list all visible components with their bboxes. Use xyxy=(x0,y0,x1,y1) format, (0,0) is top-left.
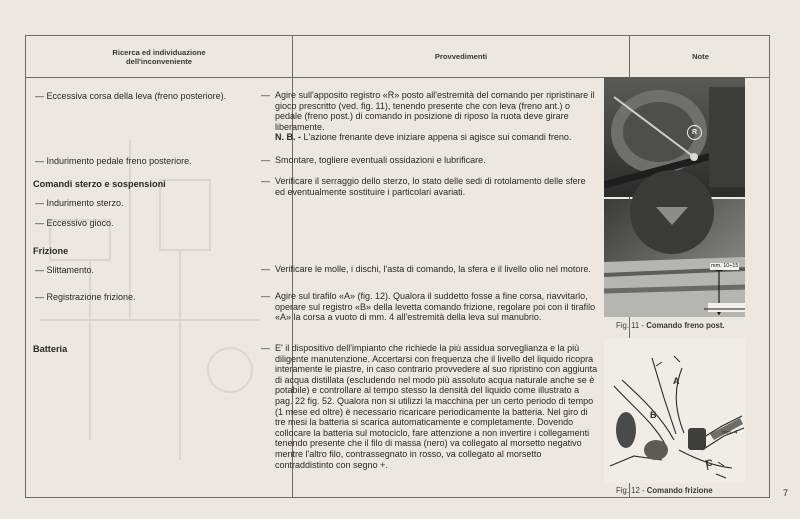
problem-lever-travel: — Eccessiva corsa della leva (freno posteriore). xyxy=(35,91,227,101)
fig12-drawing xyxy=(604,338,745,483)
problem-pedal-stiff: — Indurimento pedale freno posteriore. xyxy=(35,156,192,166)
remedy-1: — Agire sull'apposito registro «R» posto all'estremità del comando per ripristinare il gioco prescritto (ved. fig. 11), tenendo presente che con leva (freno ant.) o pedale (freno post.) di comando in posizione di riposo la ruota deve girare liberamente. N. B. - L'azione frenante deve iniziare appena si agisce sui comandi freno. xyxy=(261,90,595,143)
remedy-5: — Agire sul tirafilo «A» (fig. 12). Qualora il suddetto fosse a fine corsa, riavvitarlo, operare sul registro «B» della levetta comando frizione, regolare poi con il tirafilo «A» la corsa a vuoto di mm. 4 all'estremità della leva sul manubrio. xyxy=(261,291,596,323)
problem-steering-stiff: — Indurimento sterzo. xyxy=(35,198,124,208)
fig12-label-b: B xyxy=(650,410,657,420)
remedy-6: — E' il dispositivo dell'impianto che richiede la più assidua sorveglianza e la più diligente manutenzione. Accertarsi con frequenza che il livello del liquido ricopra interamente le piastre, in caso contrario provvedere al suo ripristino con aggiunta di acqua distillata (escludendo nel modo più assoluto acqua naturale anche se è potabile) e controllare al tempo stesso la densità del liquido come illustrato a pag. 22 fig. 52. Qualora non si utilizzi la macchina per un certo periodo di tempo (1 mese ed oltre) è necessario ricaricare periodicamente la batteria. Nel giro di tre mesi la batteria si scarica automaticamente e completamente. Dovendo collocare la batteria sul motociclo, fare attenzione a non invertire i collegamenti tenendo presente che il filo di massa (nero) va collegato al morsetto negativo mentre l'altro filo, contrassegnato in rosso, va collegato al morsetto contraddistinto con segno +. xyxy=(261,343,598,470)
page-number: 7 xyxy=(783,488,789,498)
fig11-dimension: mm. 10÷15 xyxy=(711,263,739,269)
header-problem: Ricerca ed individuazione dell'inconveniente xyxy=(112,47,206,66)
fig11-photo xyxy=(604,77,745,317)
fig12-caption: Fig. 12 - Comando frizione xyxy=(616,486,713,495)
problem-clutch-adjust: — Registrazione frizione. xyxy=(35,292,136,302)
remedy-4: — Verificare le molle, i dischi, l'asta di comando, la sfera e il livello olio nel motore. xyxy=(261,264,591,274)
problem-excess-play: — Eccessivo gioco. xyxy=(35,218,114,228)
fig12-label-a: A xyxy=(673,376,680,386)
fig11-caption: Fig. 11 - Comando freno post. xyxy=(616,321,725,330)
fig12-label-c: C xyxy=(706,458,713,468)
fig11-marker-r: R xyxy=(687,125,702,140)
header-remedy: Provvedimenti xyxy=(434,52,488,61)
fig12-dimension: mm. 4 xyxy=(722,430,738,436)
header-notes: Note xyxy=(692,52,709,61)
section-clutch: Frizione xyxy=(33,246,69,256)
section-steering: Comandi sterzo e sospensioni xyxy=(33,179,166,189)
remedy-2: — Smontare, togliere eventuali ossidazioni e lubrificare. xyxy=(261,155,486,165)
remedy-3: — Verificare il serraggio dello sterzo, lo stato delle sedi di rotolamento delle sfere ed eventualmente sostituire i particolari avariati. xyxy=(261,176,586,197)
problem-clutch-slip: — Slittamento. xyxy=(35,265,95,275)
section-battery: Batteria xyxy=(33,344,68,354)
